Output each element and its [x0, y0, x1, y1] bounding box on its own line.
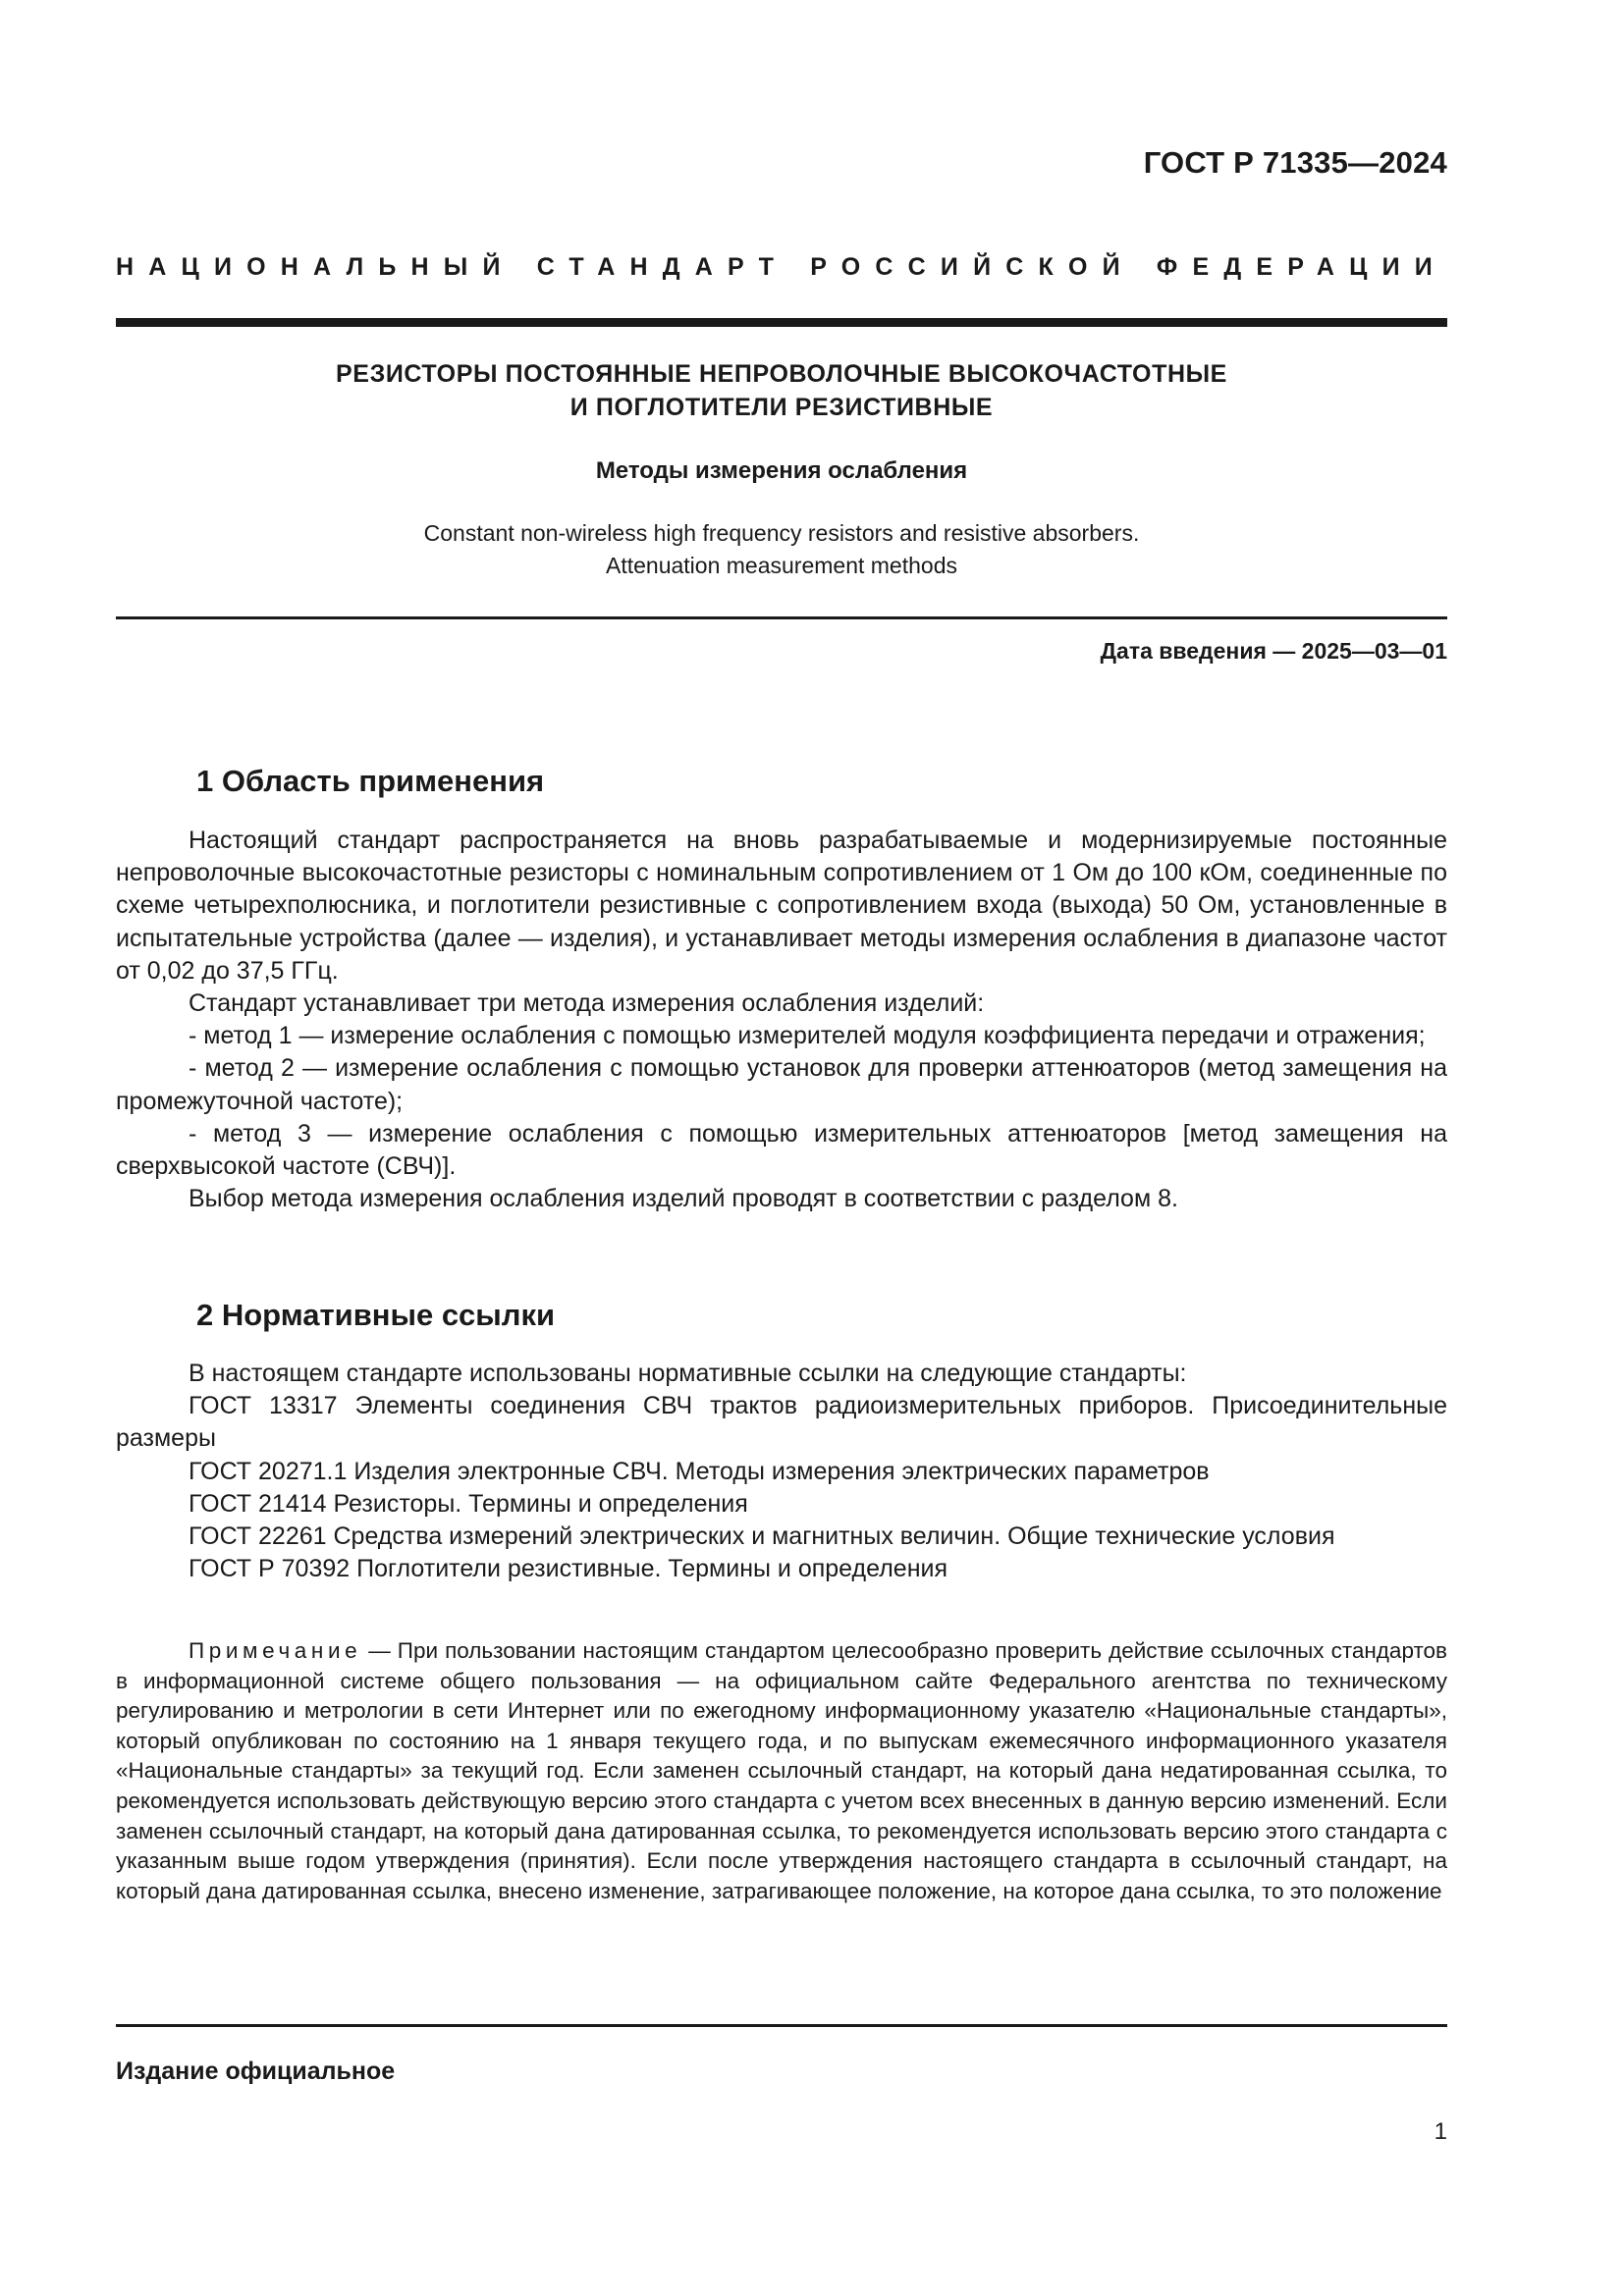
method-2-item: - метод 2 — измерение ослабления с помощью установок для проверки аттенюаторов (метод замещения на промежуточной частоте); [116, 1054, 1447, 1115]
reference-item: ГОСТ 13317 Элементы соединения СВЧ трактов радиоизмерительных приборов. Присоединительные размеры [116, 1392, 1447, 1453]
gost-number: ГОСТ Р 71335—2024 [1143, 145, 1447, 180]
reference-item: ГОСТ 21414 Резисторы. Термины и определения [189, 1489, 748, 1518]
section-2-heading: 2 Нормативные ссылки [196, 1298, 556, 1332]
note-block [116, 1636, 1447, 1906]
section-2-intro: В настоящем стандарте использованы нормативные ссылки на следующие стандарты: [189, 1360, 1187, 1387]
introduction-date: Дата введения — 2025—03—01 [1100, 638, 1447, 664]
section-1-paragraph-2: Стандарт устанавливает три метода измерения ослабления изделий: [189, 989, 985, 1018]
footer-divider [116, 2024, 1447, 2027]
title-divider [116, 616, 1447, 619]
english-title-line-1: Constant non-wireless high frequency resistors and resistive absorbers. [423, 520, 1140, 546]
note-text: — При пользовании настоящим стандартом целесообразно проверить действие ссылочных стандартов в информационной системе общего пользования — на официальном сайте Федерального агентства по техническому регулированию и метрологии в сети Интернет или по ежегодному информационному указателю «Национальные стандарты», который опубликован по состоянию на 1 января текущего года, и по выпускам ежемесячного информационного указателя «Национальные стандарты» за текущий год. Если заменен ссылочный стандарт, на который дана недатированная ссылка, то рекомендуется использовать действующую версию этого стандарта с учетом всех внесенных в данную версию изменений. Если заменен ссылочный стандарт, на который дана датированная ссылка, то рекомендуется использовать версию этого стандарта с указанным выше годом утверждения (принятия). Если после утверждения настоящего стандарта в ссылочный стандарт, на который дана датированная ссылка, внесено изменение, затрагивающее положение, на которое дана ссылка, то это положение [116, 1638, 1447, 1903]
section-1-paragraph-1: Настоящий стандарт распространяется на вновь разрабатываемые и модернизируемые постоянные непроволочные высокочастотные резисторы с номинальным сопротивлением от 1 Ом до 100 кОм, соединенные по схеме четырехполюсника, и поглотители резистивные с сопротивлением входа (выхода) 50 Ом, установленные в испытательные устройства (далее — изделия), и устанавливает методы измерения ослабления в диапазоне частот от 0,02 до 37,5 ГГц. [116, 827, 1447, 985]
national-standard-banner: НАЦИОНАЛЬНЫЙ СТАНДАРТ РОССИЙСКОЙ ФЕДЕРАЦИИ [116, 253, 1447, 281]
reference-item: ГОСТ 20271.1 Изделия электронные СВЧ. Методы измерения электрических параметров [189, 1457, 1210, 1485]
section-1-body [116, 825, 1447, 1215]
section-1-paragraph-3: Выбор метода измерения ослабления изделий проводят в соответствии с разделом 8. [189, 1185, 1178, 1213]
page-number: 1 [1434, 2118, 1447, 2145]
section-1-heading: 1 Область применения [196, 764, 545, 798]
title-line-1: РЕЗИСТОРЫ ПОСТОЯННЫЕ НЕПРОВОЛОЧНЫЕ ВЫСОКОЧАСТОТНЫЕ [336, 360, 1227, 388]
title-line-2: И ПОГЛОТИТЕЛИ РЕЗИСТИВНЫЕ [569, 394, 994, 421]
document-subtitle: Методы измерения ослабления [595, 457, 968, 484]
reference-item: ГОСТ 22261 Средства измерений электрических и магнитных величин. Общие технические условия [189, 1522, 1335, 1551]
reference-item: ГОСТ Р 70392 Поглотители резистивные. Термины и определения [189, 1555, 947, 1583]
method-1-item: - метод 1 — измерение ослабления с помощью измерителей модуля коэффициента передачи и отражения; [189, 1022, 1426, 1050]
method-3-item: - метод 3 — измерение ослабления с помощью измерительных аттенюаторов [метод замещения на сверхвысокой частоте (СВЧ)]. [116, 1119, 1447, 1181]
note-label: Примечание [189, 1638, 362, 1663]
note-paragraph [116, 1636, 1447, 1906]
header-divider [116, 318, 1447, 327]
section-2-body [116, 1358, 1447, 1585]
english-title [116, 517, 1447, 582]
english-title-line-2: Attenuation measurement methods [606, 553, 957, 578]
document-title [116, 357, 1447, 424]
official-edition-label: Издание официальное [116, 2057, 396, 2085]
